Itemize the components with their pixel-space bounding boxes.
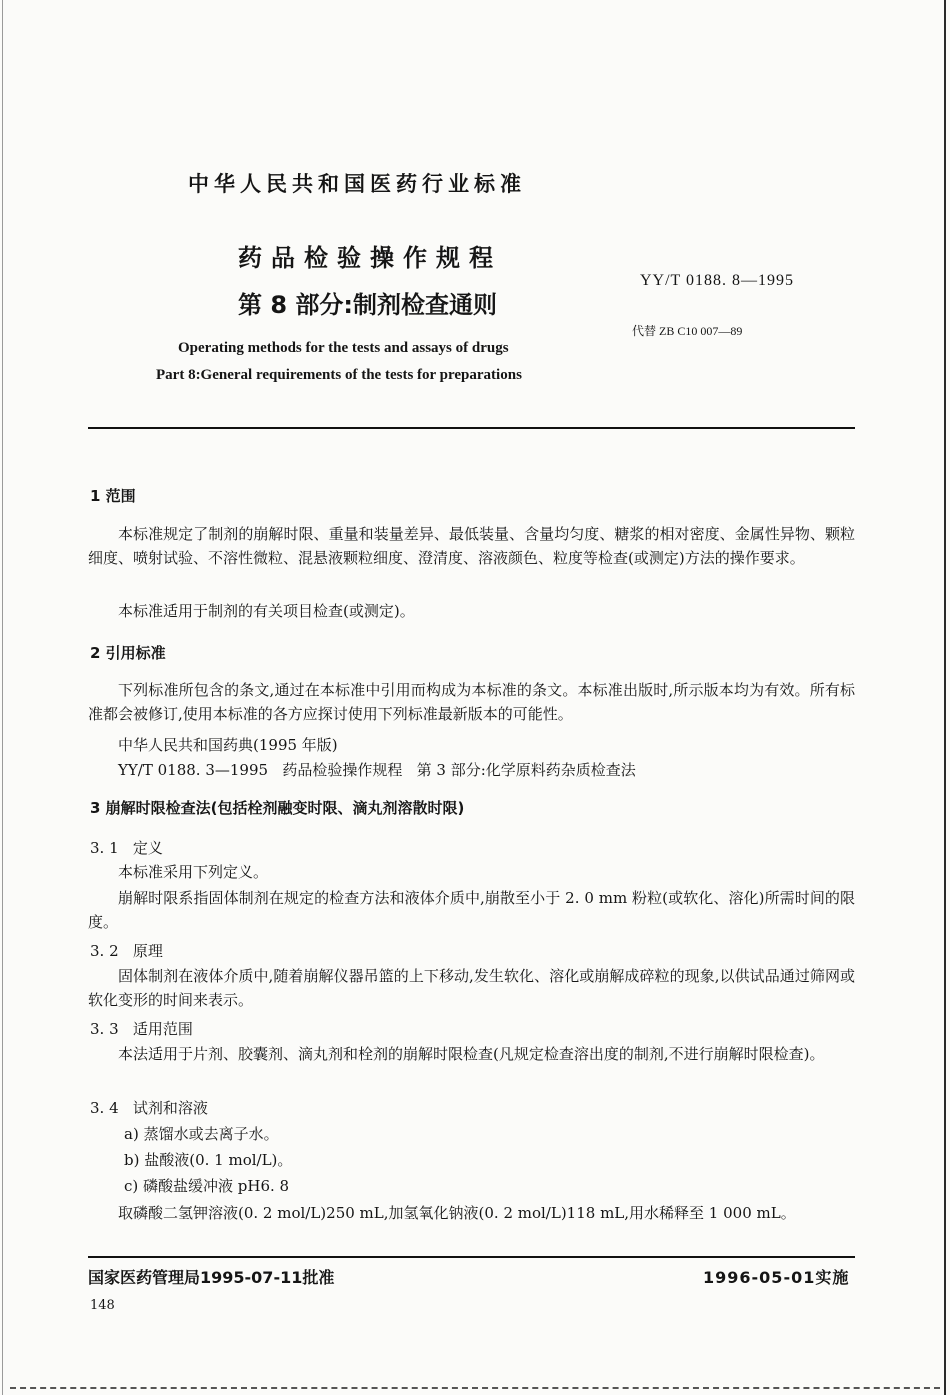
replaces-standard: 代替 ZB C10 007—89 <box>632 324 743 338</box>
english-subtitle: Part 8:General requirements of the tests for preparations <box>156 367 522 383</box>
section-3-2-heading: 3. 2 原理 <box>90 942 163 960</box>
bottom-rule <box>88 1256 855 1258</box>
section-1-paragraph-1: 本标准规定了制剂的崩解时限、重量和装量差异、最低装量、含量均匀度、糖浆的相对密度、金属性异物、颗粒细度、喷射试验、不溶性微粒、混悬液颗粒细度、澄清度、溶液颜色、粒度等检查(或测定)方法的操作要求。 <box>88 525 855 567</box>
reference-pharmacopoeia: 中华人民共和国药典(1995 年版) <box>118 736 338 754</box>
section-3-2-paragraph-1: 固体制剂在液体介质中,随着崩解仪器吊篮的上下移动,发生软化、溶化或崩解成碎粒的现象,以供试品通过筛网或软化变形的时间来表示。 <box>88 967 855 1009</box>
reference-yyt-0188-3: YY/T 0188. 3—1995 药品检验操作规程 第 3 部分:化学原料药杂质检查法 <box>118 761 636 779</box>
top-rule <box>88 427 855 429</box>
standard-code: YY/T 0188. 8—1995 <box>640 272 795 289</box>
section-2-heading: 2 引用标准 <box>90 644 166 662</box>
scan-bottom-edge <box>10 1387 940 1389</box>
document-title: 药品检验操作规程 <box>238 244 502 272</box>
scan-edge-right <box>944 0 946 1395</box>
approval-date: 国家医药管理局1995-07-11批准 <box>88 1268 335 1287</box>
document-subtitle: 第 8 部分:制剂检查通则 <box>238 291 498 319</box>
section-3-4-heading: 3. 4 试剂和溶液 <box>90 1099 208 1117</box>
section-3-heading: 3 崩解时限检查法(包括栓剂融变时限、滴丸剂溶散时限) <box>90 799 465 817</box>
section-3-1-paragraph-1: 本标准采用下列定义。 <box>118 863 269 881</box>
standard-org-heading: 中华人民共和国医药行业标准 <box>188 172 526 196</box>
section-1-heading: 1 范围 <box>90 487 136 505</box>
scan-edge-left <box>2 0 3 1395</box>
reagent-item-c: c) 磷酸盐缓冲液 pH6. 8 <box>124 1177 290 1195</box>
section-3-3-paragraph-1: 本法适用于片剂、胶囊剂、滴丸剂和栓剂的崩解时限检查(凡规定检查溶出度的制剂,不进行崩解时限检查)。 <box>118 1045 825 1063</box>
reagent-item-a: a) 蒸馏水或去离子水。 <box>124 1125 279 1143</box>
section-3-1-heading: 3. 1 定义 <box>90 839 163 857</box>
section-2-paragraph-1: 下列标准所包含的条文,通过在本标准中引用而构成为本标准的条文。本标准出版时,所示版本均为有效。所有标准都会被修订,使用本标准的各方应探讨使用下列标准最新版本的可能性。 <box>88 681 855 723</box>
section-3-1-paragraph-2: 崩解时限系指固体制剂在规定的检查方法和液体介质中,崩散至小于 2. 0 mm 粉粒(或软化、溶化)所需时间的限度。 <box>88 889 855 931</box>
section-3-4-paragraph-1: 取磷酸二氢钾溶液(0. 2 mol/L)250 mL,加氢氧化钠液(0. 2 mol/L)118 mL,用水稀释至 1 000 mL。 <box>118 1204 796 1222</box>
effective-date: 1996-05-01实施 <box>703 1268 850 1287</box>
section-1-paragraph-2: 本标准适用于制剂的有关项目检查(或测定)。 <box>118 602 415 620</box>
reagent-item-b: b) 盐酸液(0. 1 mol/L)。 <box>124 1151 293 1169</box>
english-title: Operating methods for the tests and assays of drugs <box>178 340 509 356</box>
page-number: 148 <box>90 1298 115 1313</box>
section-3-3-heading: 3. 3 适用范围 <box>90 1020 193 1038</box>
